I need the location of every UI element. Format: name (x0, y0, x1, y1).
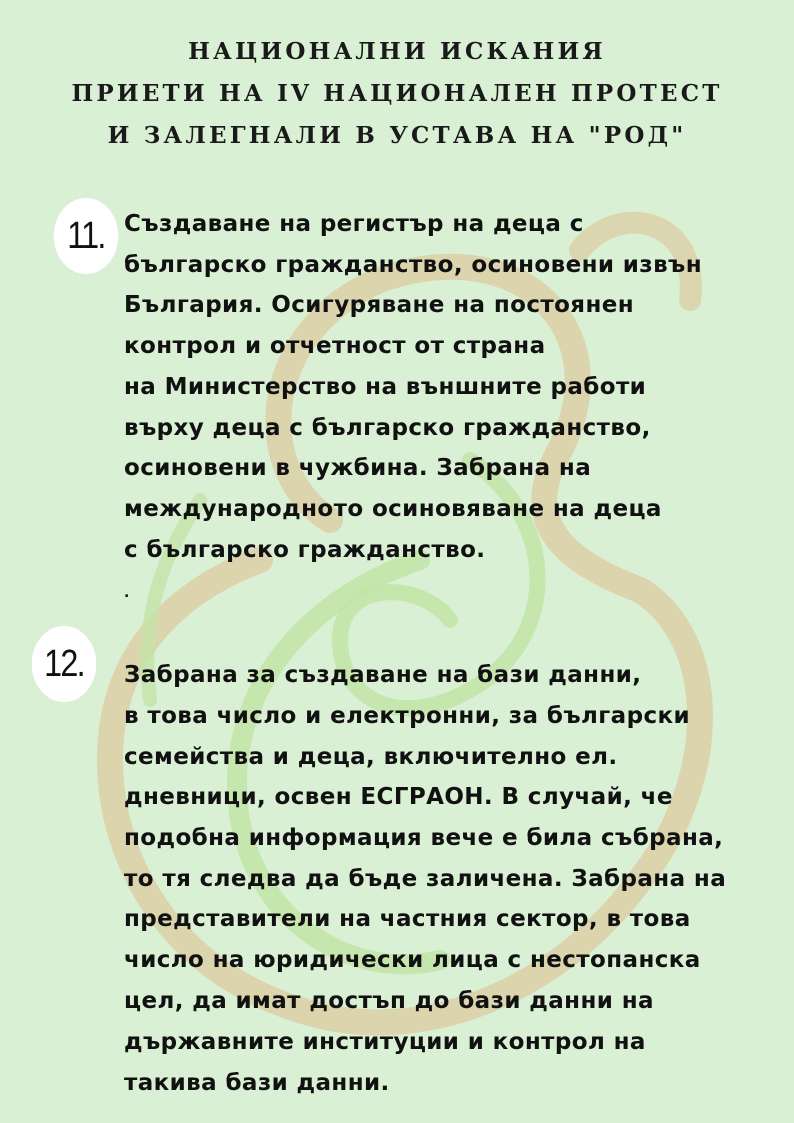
text-line: подобна информация вече е била събрана, (124, 825, 724, 851)
text-line: число на юридически лица с нестопанска (124, 947, 701, 973)
text-line: с българско гражданство. (124, 537, 486, 563)
text-line: българско гражданство, осиновени извън (124, 252, 703, 278)
text-line: дневници, освен ЕСГРАОН. В случай, че (124, 784, 673, 810)
text-line: на Министерство на външните работи (124, 374, 647, 400)
text-line: държавните институции и контрол на (124, 1029, 646, 1055)
text-line: Забрана за създаване на бази данни, (124, 662, 642, 688)
item-number-badge: 12. (32, 626, 97, 702)
text-line: то тя следва да бъде заличена. Забрана на (124, 866, 727, 892)
text-line: контрол и отчетност от страна (124, 333, 546, 359)
title-line-2: ПРИЕТИ НА IV НАЦИОНАЛЕН ПРОТЕСТ (71, 80, 723, 107)
text-line: международното осиновяване на деца (124, 496, 662, 522)
title-line-3: И ЗАЛЕГНАЛИ В УСТАВА НА "РОД" (107, 122, 687, 149)
title-line-1: НАЦИОНАЛНИ ИСКАНИЯ (188, 38, 606, 65)
item-number-badge: 11. (54, 198, 119, 274)
text-line: върху деца с българско гражданство, (124, 415, 651, 441)
text-line: представители на частния сектор, в това (124, 906, 691, 932)
text-line: осиновени в чужбина. Забрана на (124, 455, 592, 481)
text-line: такива бази данни. (124, 1070, 390, 1096)
text-line: цел, да имат достъп до бази данни на (124, 988, 654, 1014)
text-line: Създаване на регистър на деца с (124, 211, 584, 237)
text-line: . (124, 585, 130, 601)
text-line: България. Осигуряване на постоянен (124, 292, 635, 318)
text-line: семейства и деца, включително ел. (124, 744, 618, 770)
text-line: в това число и електронни, за български (124, 703, 691, 729)
